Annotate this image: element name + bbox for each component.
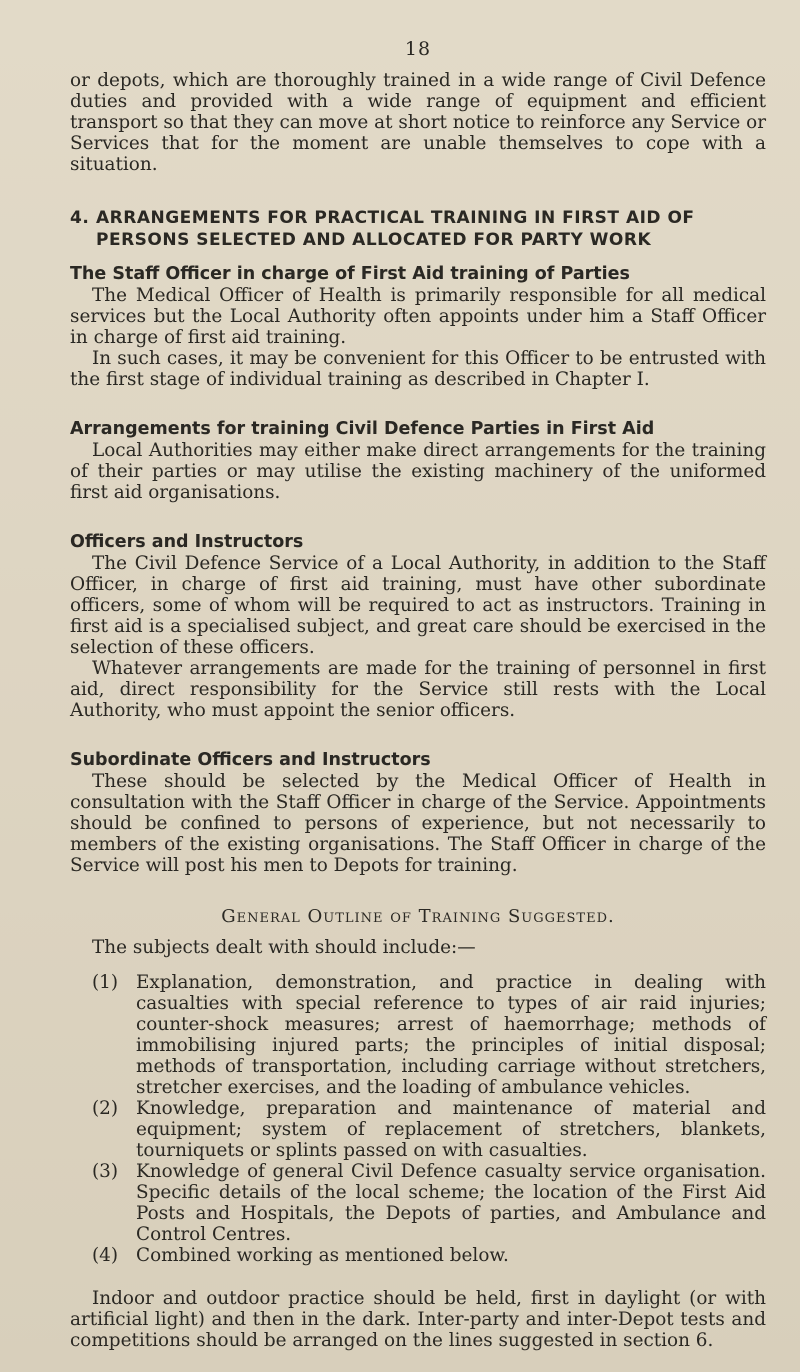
paragraph-staff-officer-2: In such cases, it may be convenient for this Officer to be entrusted with the first stage of individual training as described in Chapter I.: [70, 348, 766, 390]
paragraph-officers-1: The Civil Defence Service of a Local Authority, in addition to the Staff Officer, in charge of first aid training, must have other subordinate officers, some of whom will be required to act as instructors. Training in first aid is a specialised subject, and great care should be exercised in the selection of these officers.: [70, 553, 766, 658]
list-item: [70, 1161, 766, 1245]
list-item: [70, 1098, 766, 1161]
list-item: [70, 1245, 766, 1266]
paragraph-staff-officer-1: The Medical Officer of Health is primarily responsible for all medical services but the Local Authority often appoints under him a Staff Officer in charge of first aid training.: [70, 285, 766, 348]
subheading-arrangements: Arrangements for training Civil Defence Parties in First Aid: [70, 419, 655, 439]
opening-paragraph: or depots, which are thoroughly trained in a wide range of Civil Defence duties and provided with a wide range of equipment and efficient transport so that they can move at short notice to reinforce any Service or Services that for the moment are unable themselves to cope with a situation.: [70, 70, 766, 175]
list-item-marker: (3): [92, 1161, 119, 1182]
list-item-marker: (4): [92, 1245, 119, 1266]
list-item-text: Knowledge of general Civil Defence casualty service organisation. Specific details of the local scheme; the location of the First Aid Posts and Hospitals, the Depots of parties, and Ambulance and Control Centres.: [136, 1161, 766, 1245]
closing-paragraph: Indoor and outdoor practice should be held, first in daylight (or with artificial light) and then in the dark. Inter-party and inter-Depot tests and competitions should be arranged on the lines suggested in section 6.: [70, 1288, 766, 1351]
outline-list: [70, 972, 766, 1266]
outline-intro: The subjects dealt with should include:—: [92, 937, 476, 958]
outline-heading: General Outline of Training Suggested.: [221, 906, 615, 927]
list-item-text: Explanation, demonstration, and practice in dealing with casualties with special reference to types of air raid injuries; counter-shock measures; arrest of haemorrhage; methods of immobilising injured parts; the principles of initial disposal; methods of transportation, including carriage without stretchers, stretcher exercises, and the loading of ambulance vehicles.: [136, 972, 766, 1098]
paragraph-officers-2: Whatever arrangements are made for the training of personnel in first aid, direct responsibility for the Service still rests with the Local Authority, who must appoint the senior officers.: [70, 658, 766, 721]
section-title: [70, 207, 766, 251]
paragraph-arrangements-1: Local Authorities may either make direct arrangements for the training of their parties or may utilise the existing machinery of the uniformed first aid organisations.: [70, 440, 766, 503]
subheading-staff-officer: The Staff Officer in charge of First Aid training of Parties: [70, 264, 630, 284]
list-item-text: Combined working as mentioned below.: [136, 1245, 509, 1266]
list-item: [70, 972, 766, 1098]
section-title-line2: PERSONS SELECTED AND ALLOCATED FOR PARTY WORK: [96, 230, 652, 250]
page-number: 18: [404, 38, 432, 60]
subheading-officers-instructors: Officers and Instructors: [70, 532, 304, 552]
subheading-subordinate-officers: Subordinate Officers and Instructors: [70, 750, 431, 770]
section-title-line1: ARRANGEMENTS FOR PRACTICAL TRAINING IN FIRST AID OF: [96, 208, 695, 228]
list-item-marker: (1): [92, 972, 119, 993]
section-number: 4.: [70, 208, 90, 228]
list-item-text: Knowledge, preparation and maintenance of material and equipment; system of replacement of stretchers, blankets, tourniquets or splints passed on with casualties.: [136, 1098, 766, 1161]
paragraph-subordinate-1: These should be selected by the Medical Officer of Health in consultation with the Staff Officer in charge of the Service. Appointments should be confined to persons of experience, but not necessarily to members of the existing organisations. The Staff Officer in charge of the Service will post his men to Depots for training.: [70, 771, 766, 876]
list-item-marker: (2): [92, 1098, 119, 1119]
